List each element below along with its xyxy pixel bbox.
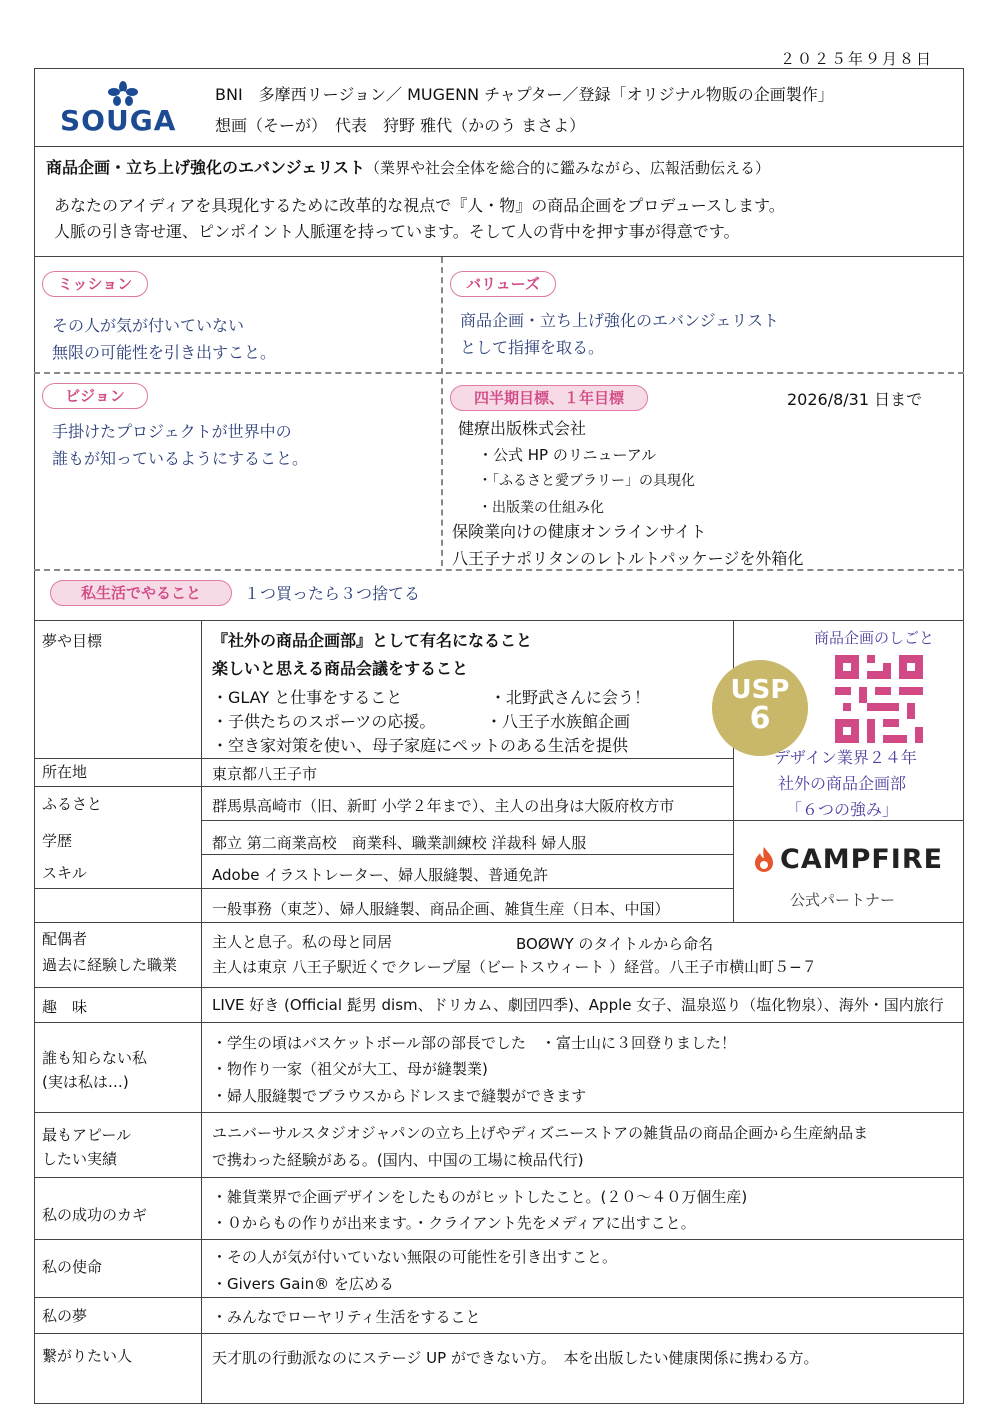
hometown-label: ふるさと: [42, 795, 103, 813]
values-pill: バリューズ: [450, 271, 556, 297]
my-mission-line-1: ・その人が気が付いていない無限の可能性を引き出すこと。: [212, 1248, 618, 1266]
vision-line-2: 誰もが知っているようにすること。: [52, 449, 309, 468]
hobby-value: LIVE 好き (Official 髭男 dism、ドリカム、劇団四季)、Apple 女子、温泉巡り（塩化物泉）、海外・国内旅行: [212, 996, 944, 1014]
campfire-partner: 公式パートナー: [790, 891, 896, 909]
hobby-label: 趣 味: [42, 998, 88, 1016]
side-outside-dept: 社外の商品企画部: [778, 774, 907, 793]
dream-label: 夢や目標: [42, 632, 103, 650]
spouse-value: 主人と息子。私の母と同居: [212, 933, 393, 951]
usp-badge: [712, 660, 808, 756]
my-mission-line-2: ・Givers Gain® を広める: [212, 1275, 394, 1293]
goals-deadline: 2026/8/31 日まで: [787, 390, 923, 409]
intro-line-1: あなたのアイディアを具現化するために改革的な視点で『人・物』の商品企画をプロデュースします。: [54, 196, 785, 215]
secret-label-2: (実は私は…): [42, 1073, 129, 1091]
success-key-line-2: ・０からもの作りが出来ます。・クライアント先をメディアに出すこと。: [212, 1214, 696, 1232]
logo-wordmark: SOUGA: [60, 104, 177, 137]
side-design-years: デザイン業界２４年: [774, 748, 917, 767]
appeal-line-1: ユニバーサルスタジオジャパンの立ち上げやディズニーストアの雑貨品の商品企画から生産納品ま: [212, 1124, 869, 1142]
goals-sub-1: ・公式 HP のリニューアル: [478, 446, 657, 464]
dream-line-1: 『社外の商品企画部』として有名になること: [212, 631, 533, 650]
qr-code-icon: [835, 655, 923, 743]
appeal-line-2: で携わった経験がある。(国内、中国の工場に検品代行): [212, 1151, 584, 1169]
usp-word: USP: [730, 675, 790, 705]
campfire-wordmark: CAMPFIRE: [780, 844, 944, 875]
my-dream-label: 私の夢: [42, 1307, 88, 1325]
location-label: 所在地: [42, 763, 88, 781]
private-text: １つ買ったら３つ捨てる: [244, 584, 421, 603]
spouse-value-note: BOØWY のタイトルから命名: [516, 935, 714, 953]
success-key-label: 私の成功のカギ: [42, 1206, 148, 1224]
education-value: 都立 第二商業高校 商業科、職業訓練校 洋裁科 婦人服: [212, 834, 587, 852]
private-pill: 私生活でやること: [50, 580, 232, 606]
souga-logo: [60, 80, 185, 135]
header-line-1: BNI 多摩西リージョン／ MUGENN チャプター／登録「オリジナル物販の企画製作」: [215, 85, 834, 104]
appeal-label-2: したい実績: [42, 1150, 118, 1168]
connect-label: 繋がりたい人: [42, 1347, 133, 1365]
spouse-label: 配偶者: [42, 930, 88, 948]
mission-line-2: 無限の可能性を引き出すこと。: [52, 343, 277, 362]
vision-line-1: 手掛けたプロジェクトが世界中の: [52, 422, 292, 441]
location-value: 東京都八王子市: [212, 765, 318, 783]
secret-line-1: ・学生の頃はバスケットボール部の部長でした ・富士山に３回登りました！: [212, 1034, 736, 1052]
my-mission-label: 私の使命: [42, 1258, 103, 1276]
education-label: 学歴: [42, 832, 73, 850]
mission-line-1: その人が気が付いていない: [52, 316, 245, 335]
past-jobs-value: 主人は東京 八王子駅近くでクレープ屋（ビートスウィート ）経営。八王子市横山町５−７: [212, 958, 817, 976]
skills-value: Adobe イラストレーター、婦人服縫製、普通免許: [212, 866, 549, 884]
skills-label: スキル: [42, 864, 87, 882]
intro-title-main: 商品企画・立ち上げ強化のエバンジェリスト: [46, 158, 365, 177]
my-dream-value: ・みんなでローヤリティ生活をすること: [212, 1308, 481, 1326]
dream-line-3b: ・北野武さんに会う！: [490, 688, 651, 707]
campfire-flame-icon: [752, 846, 776, 874]
intro-line-2: 人脈の引き寄せ運、ピンポイント人脈運を持っています。そして人の背中を押す事が得意です。: [54, 222, 740, 241]
appeal-label-1: 最もアピール: [42, 1126, 132, 1144]
goals-sub-3: ・出版業の仕組み化: [478, 500, 604, 516]
mission-pill: ミッション: [42, 271, 148, 297]
side-top-label: 商品企画のしごと: [814, 629, 935, 647]
dream-line-4b: ・八王子水族館企画: [486, 712, 631, 731]
intro-title: [46, 155, 770, 178]
secret-label-1: 誰も知らない私: [42, 1049, 148, 1067]
skills-value-2: 一般事務（東芝）、婦人服縫製、商品企画、雑貨生産（日本、中国）: [212, 900, 670, 918]
hometown-value: 群馬県高崎市（旧、新町 小学２年まで）、主人の出身は大阪府枚方市: [212, 797, 675, 815]
intro-title-sub: （業界や社会全体を総合的に鑑みながら、広報活動伝える）: [364, 159, 770, 177]
dream-line-2: 楽しいと思える商品会議をすること: [212, 659, 469, 678]
goals-company: 健療出版株式会社: [458, 419, 587, 438]
past-jobs-label: 過去に経験した職業: [42, 956, 178, 974]
goals-pill: 四半期目標、１年目標: [450, 385, 648, 411]
side-six-strengths: 「６つの強み」: [786, 800, 899, 819]
dream-line-4a: ・子供たちのスポーツの応援。: [212, 712, 436, 731]
header-line-2: 想画（そーが） 代表 狩野 雅代（かのう まさよ）: [215, 116, 586, 135]
connect-value: 天才肌の行動派なのにステージ UP ができない方。 本を出版したい健康関係に携わる方。: [212, 1349, 819, 1367]
usp-number: 6: [749, 701, 771, 736]
dream-line-3a: ・GLAY と仕事をすること: [212, 688, 403, 707]
dream-line-5: ・空き家対策を使い、母子家庭にペットのある生活を提供: [212, 736, 629, 755]
secret-line-2: ・物作り一家（祖父が大工、母が縫製業): [212, 1060, 488, 1078]
goals-item-3: 八王子ナポリタンのレトルトパッケージを外箱化: [452, 549, 804, 568]
values-line-1: 商品企画・立ち上げ強化のエバンジェリスト: [460, 311, 779, 330]
document-date: ２０２５年９月８日: [780, 50, 934, 68]
goals-sub-2: ・「ふるさと愛ブラリー」の具現化: [478, 473, 695, 489]
secret-line-3: ・婦人服縫製でブラウスからドレスまで縫製ができます: [212, 1087, 587, 1105]
success-key-line-1: ・雑貨業界で企画デザインをしたものがヒットしたこと。(２０〜４０万個生産): [212, 1188, 748, 1206]
goals-item-2: 保険業向けの健康オンラインサイト: [452, 522, 707, 541]
vision-pill: ビジョン: [42, 383, 148, 409]
values-line-2: として指揮を取る。: [460, 338, 605, 357]
